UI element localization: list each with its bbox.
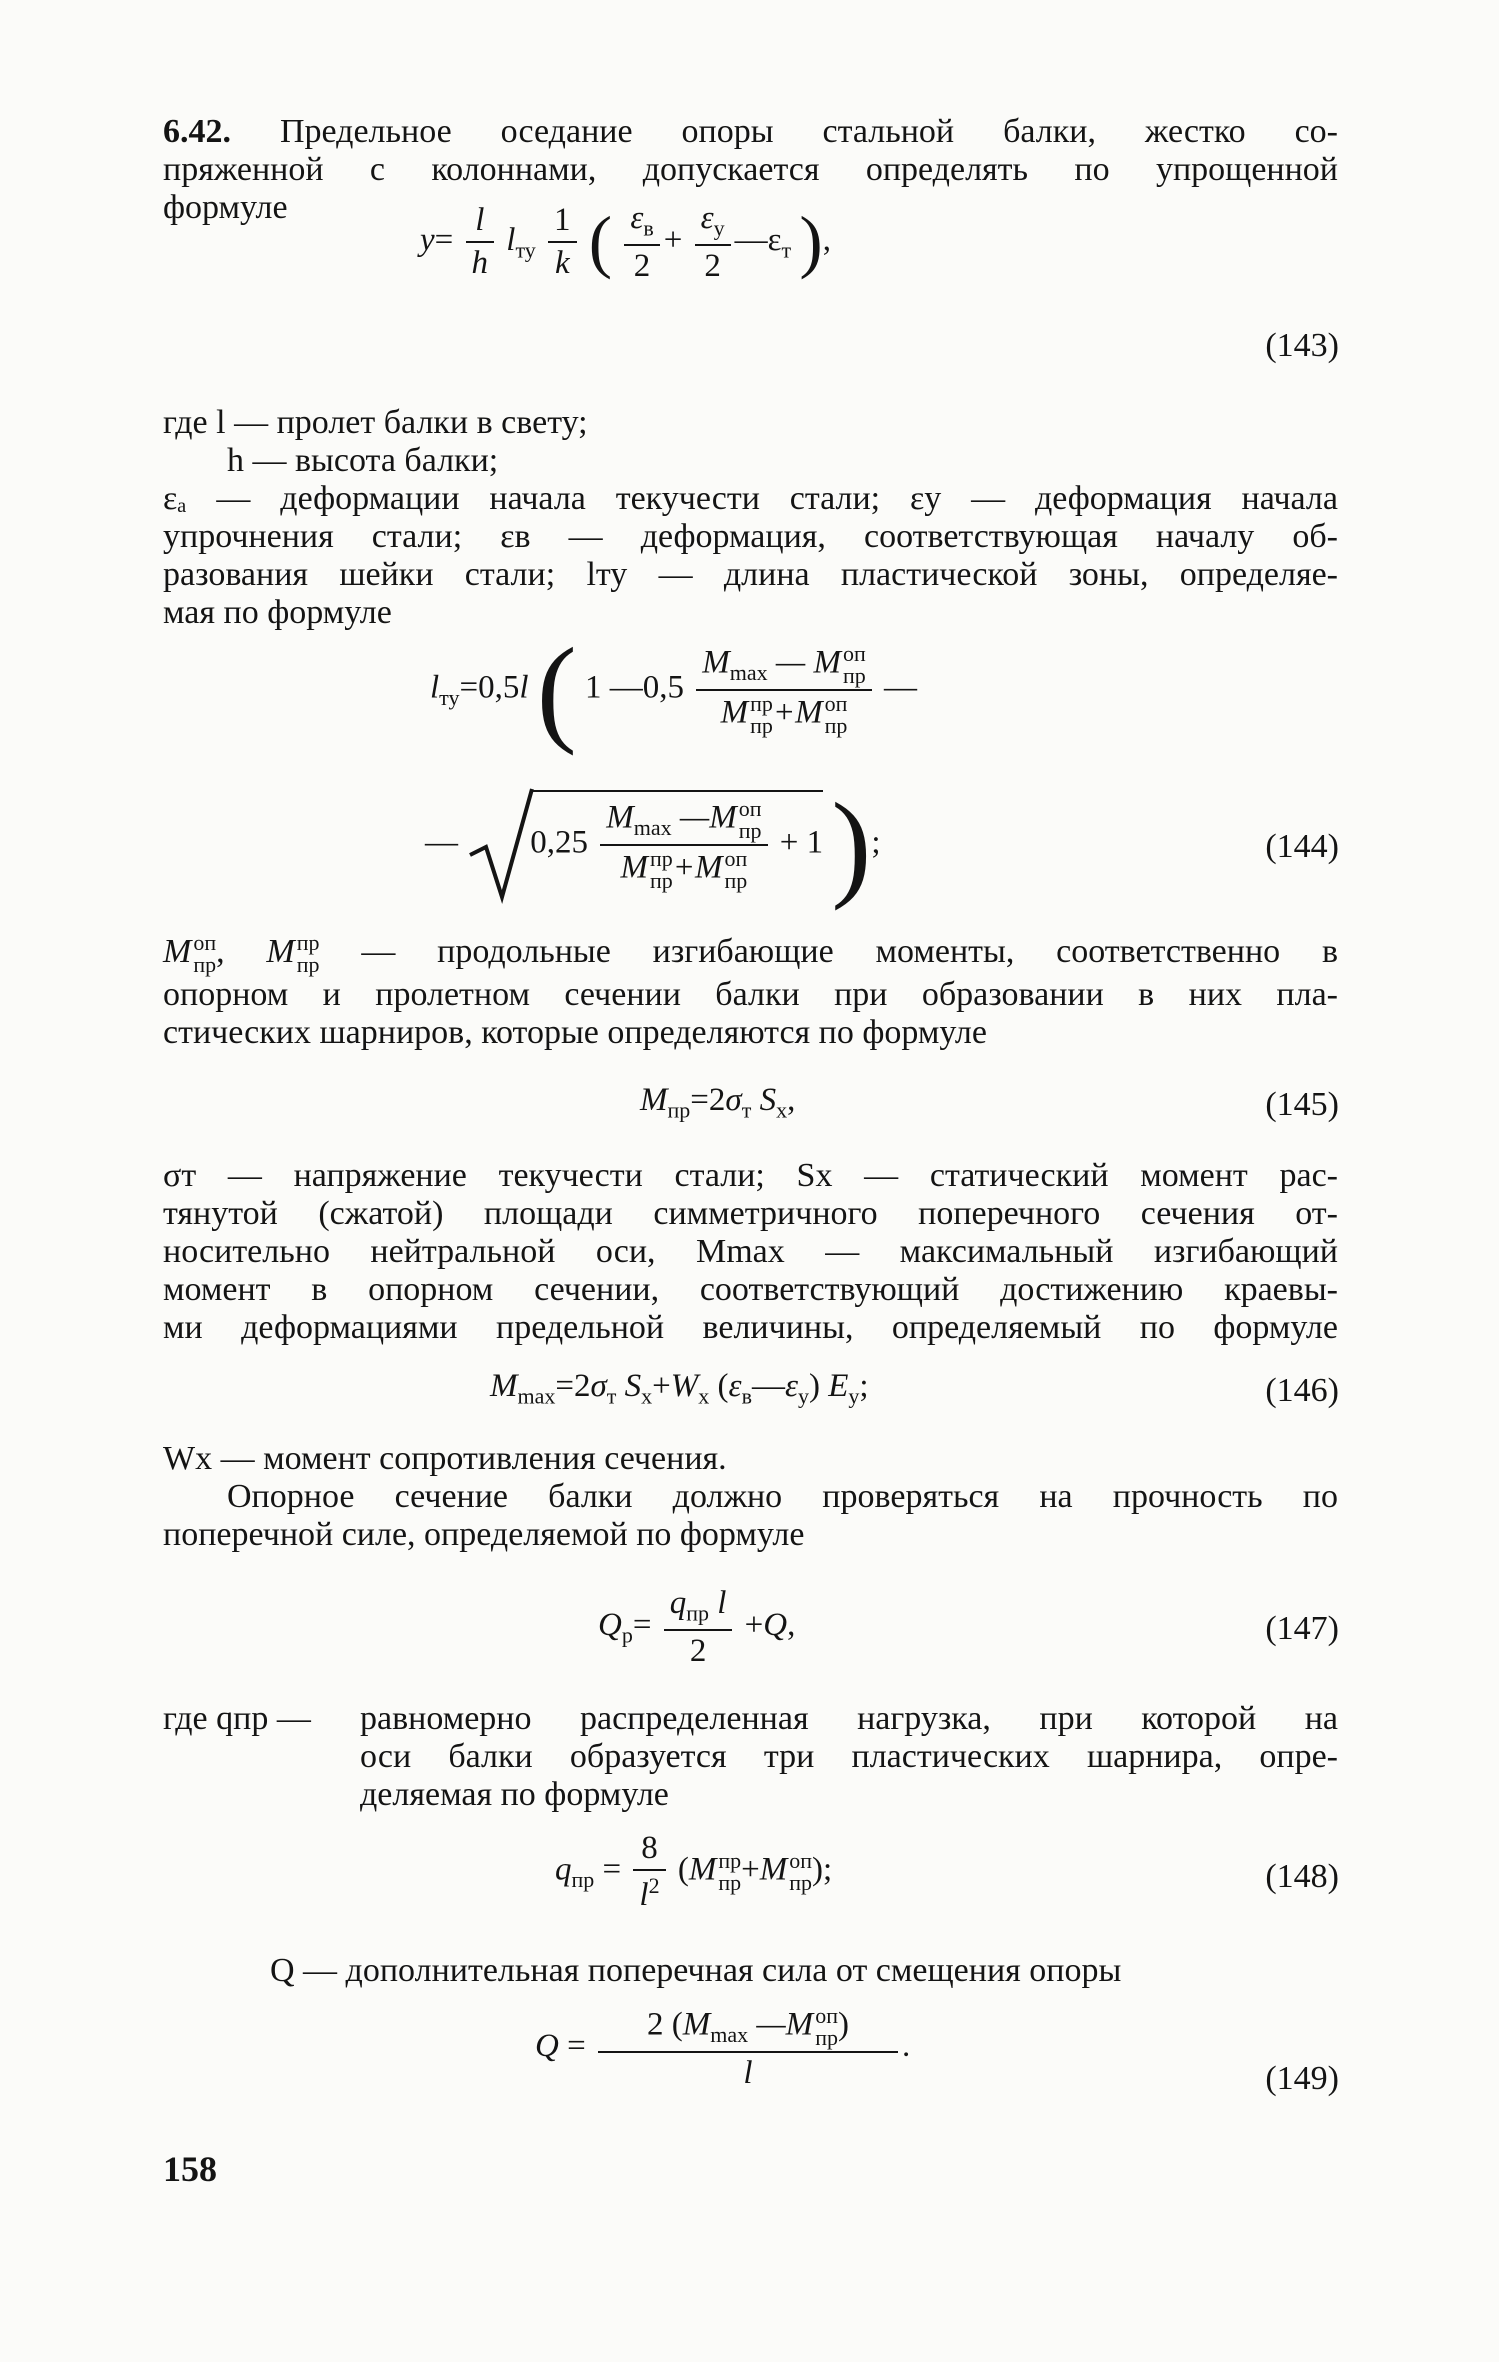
paragraph-q xyxy=(270,1952,1121,1990)
equation-number: (148) xyxy=(1265,1858,1339,1895)
text-line: εₐ — деформации начала текучести стали; εу — деформация начала xyxy=(163,480,1338,517)
text-line: стических шарниров, которые определяются по формуле xyxy=(163,1014,987,1051)
text-line: Q — дополнительная поперечная сила от смещения опоры xyxy=(270,1952,1122,1989)
text-line: разования шейки стали; lту — длина пластической зоны, определяе- xyxy=(163,556,1338,593)
paragraph-moments: M оп пр , M пр пр — продольные изгибающие моменты, соответственно в опорном и пролетном сечении балки при образовании в них пла- стических шарниров, которые определяются по формуле xyxy=(163,930,1339,1051)
equation-number: (143) xyxy=(1265,327,1339,364)
formula-143: y= $\frac{l}{h}$ $l_{ту}$ $\frac{1}{k}$ ( $\frac{\varepsilon_в}{2}$ + $\frac{\varepsilon_у}{2}$ $—\varepsilon_т$ ), xyxy=(420,200,831,284)
text-line: поперечной силе, определяемой по формуле xyxy=(163,1516,805,1553)
formula-149: Q = 2 ($M_{max}$ —M оп пр ) l . xyxy=(535,2003,911,2091)
text-line: опорном и пролетном сечении балки при образовании в них пла- xyxy=(163,976,1338,1013)
formula-148: $q_{пр}$ = $\frac{8}{l^2}$ (M пр пр +M оп пр ); xyxy=(555,1830,833,1913)
paragraph-wx xyxy=(163,1440,1338,1554)
text-line: формуле xyxy=(163,189,288,226)
text-line: тянутой (сжатой) площади симметричного поперечного сечения от- xyxy=(163,1195,1338,1232)
section-number: 6.42. xyxy=(163,113,231,150)
equation-number: (146) xyxy=(1265,1372,1339,1409)
text-line: Wx — момент сопротивления сечения. xyxy=(163,1440,727,1477)
sqrt-sign xyxy=(466,785,536,905)
equation-number: (147) xyxy=(1265,1610,1339,1647)
definitions-143 xyxy=(163,404,1338,480)
formula-144-line1: $l_{ту}=0,5l$ ( 1 —0,5 $M_{max}$ — M оп пр M пр пр +M оп пр — xyxy=(430,623,918,756)
definitions-143-cont xyxy=(163,480,1338,632)
text-line: мая по формуле xyxy=(163,594,392,631)
equation-number: (144) xyxy=(1265,828,1339,865)
text-line: носительно нейтральной оси, Mmax — максимальный изгибающий xyxy=(163,1233,1338,1270)
page-number: 158 xyxy=(163,2149,217,2189)
formula-146: $M_{max}=2\sigma_т$ $S_x+W_x$ $(\varepsilon_в—\varepsilon_у)$ $E_у$; xyxy=(490,1368,869,1409)
formula-144-line2: — 0,25 $M_{max}$ —M оп пр M пр пр +M оп пр + 1 ); xyxy=(425,778,881,911)
paragraph-qpr xyxy=(360,1700,1338,1814)
equation-number: (149) xyxy=(1265,2060,1339,2097)
text-line: деляемая по формуле xyxy=(360,1776,669,1813)
text-line: ми деформациями предельной величины, определяемый по формуле xyxy=(163,1309,1338,1346)
text-line: h — высота балки; xyxy=(227,442,499,479)
equation-number: (145) xyxy=(1265,1086,1339,1123)
text-line: упрочнения стали; εв — деформация, соответствующая началу об- xyxy=(163,518,1338,555)
paragraph-qpr-lead: где qпр — xyxy=(163,1700,311,1737)
text-line: продольные изгибающие моменты, соответственно в xyxy=(437,932,1339,970)
formula-145: $M_{пр}=2\sigma_т$ $S_x$, xyxy=(640,1082,796,1123)
text-line: пряженной с колоннами, допускается определять по упрощенной xyxy=(163,151,1338,188)
text-line: где l — пролет балки в свету; xyxy=(163,404,588,441)
text-line: Опорное сечение балки должно проверяться на прочность по xyxy=(227,1478,1338,1515)
text-line: σт — напряжение текучести стали; Sx — статический момент рас- xyxy=(163,1157,1338,1194)
text-line: оси балки образуется три пластических шарнира, опре- xyxy=(360,1738,1338,1775)
text-line: Предельное оседание опоры стальной балки, жестко со- xyxy=(279,113,1339,150)
text-line: равномерно распределенная нагрузка, при которой на xyxy=(360,1700,1338,1737)
paragraph-sigma xyxy=(163,1157,1338,1347)
text-line: момент в опорном сечении, соответствующий достижению краевы- xyxy=(163,1271,1338,1308)
formula-147: $Q_р=$ $\frac{q_{пр} l}{2}$ +Q, xyxy=(598,1585,796,1669)
